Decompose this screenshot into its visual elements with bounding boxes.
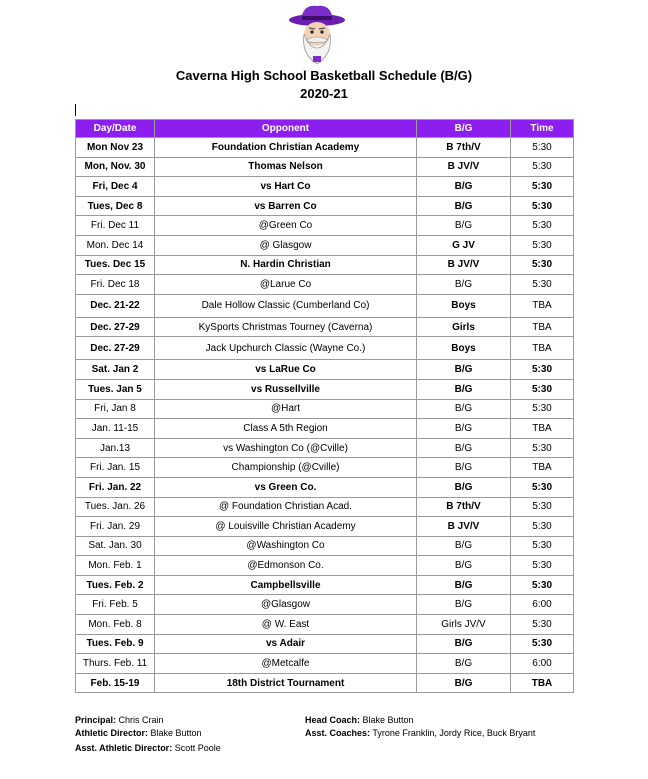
table-row [76,294,574,317]
table-row [76,379,574,399]
cell-time: TBA [511,458,574,478]
table-row [76,399,574,419]
coach-name: Blake Button [362,715,414,725]
cell-opponent: @ Louisville Christian Academy [155,517,417,537]
cell-date: Fri. Jan. 29 [76,517,155,537]
table-row [76,673,574,693]
cell-opponent: @Larue Co [155,275,417,295]
cell-opponent: vs Barren Co [155,196,417,216]
cell-bg: B/G [417,196,511,216]
table-header-row [76,120,574,138]
cell-bg: B/G [417,438,511,458]
cell-time: 5:30 [511,235,574,255]
cell-date: Fri. Jan. 15 [76,458,155,478]
cell-opponent: @Edmonson Co. [155,556,417,576]
column-header-opponent: Opponent [155,120,417,138]
cell-time: TBA [511,337,574,360]
cell-bg: B/G [417,654,511,674]
cell-bg: B JV/V [417,517,511,537]
cell-date: Mon. Dec 14 [76,235,155,255]
cell-time: TBA [511,673,574,693]
cell-time: 6:00 [511,654,574,674]
cell-opponent: vs Washington Co (@Cville) [155,438,417,458]
cell-time: 5:30 [511,438,574,458]
cell-date: Sat. Jan. 30 [76,536,155,556]
table-row [76,216,574,236]
cell-opponent: vs Adair [155,634,417,654]
table-row [76,497,574,517]
cell-bg: B JV/V [417,157,511,177]
cell-date: Jan. 11-15 [76,419,155,439]
cell-opponent: KySports Christmas Tourney (Caverna) [155,317,417,337]
table-row [76,517,574,537]
cell-date: Dec. 27-29 [76,317,155,337]
table-row [76,255,574,275]
cell-opponent: @ Glasgow [155,235,417,255]
cell-opponent: Foundation Christian Academy [155,138,417,158]
table-row [76,615,574,635]
cell-time: 5:30 [511,216,574,236]
cell-date: Thurs. Feb. 11 [76,654,155,674]
cell-time: 5:30 [511,399,574,419]
cell-bg: B/G [417,556,511,576]
cell-date: Tues. Jan. 26 [76,497,155,517]
principal-line [75,715,164,725]
cell-time: 5:30 [511,497,574,517]
cell-bg: B/G [417,673,511,693]
cell-bg: B/G [417,634,511,654]
cell-bg: B/G [417,536,511,556]
cell-opponent: vs Russellville [155,379,417,399]
table-row [76,235,574,255]
asst-coaches-line [305,728,535,738]
table-row [76,654,574,674]
cell-opponent: @Washington Co [155,536,417,556]
cell-date: Fri. Feb. 5 [76,595,155,615]
cell-bg: Boys [417,337,511,360]
column-header-bg: B/G [417,120,511,138]
cell-time: TBA [511,419,574,439]
cell-time: 5:30 [511,275,574,295]
athletic-director-line [75,728,202,738]
cell-bg: B/G [417,575,511,595]
cell-date: Fri, Dec 4 [76,177,155,197]
cell-opponent: Dale Hollow Classic (Cumberland Co) [155,294,417,317]
cell-bg: B/G [417,595,511,615]
cell-time: 5:30 [511,255,574,275]
table-row [76,556,574,576]
cell-time: 5:30 [511,196,574,216]
cell-opponent: @Hart [155,399,417,419]
cell-time: 5:30 [511,379,574,399]
cell-bg: G JV [417,235,511,255]
cell-bg: B/G [417,275,511,295]
cell-time: TBA [511,294,574,317]
season-subtitle: 2020-21 [300,86,348,101]
cell-date: Mon, Nov. 30 [76,157,155,177]
cell-time: 5:30 [511,138,574,158]
cell-time: 5:30 [511,157,574,177]
cell-opponent: vs LaRue Co [155,360,417,380]
aad-label: Asst. Athletic Director: [75,743,173,753]
table-row [76,634,574,654]
cell-time: 5:30 [511,634,574,654]
table-row [76,275,574,295]
cell-opponent: Championship (@Cville) [155,458,417,478]
table-row [76,337,574,360]
table-row [76,438,574,458]
principal-name: Chris Crain [118,715,164,725]
coach-label: Head Coach: [305,715,361,725]
cell-bg: B/G [417,419,511,439]
column-header-date: Day/Date [76,120,155,138]
cell-bg: B/G [417,379,511,399]
cell-opponent: N. Hardin Christian [155,255,417,275]
cell-bg: B/G [417,477,511,497]
cell-bg: B 7th/V [417,138,511,158]
column-header-time: Time [511,120,574,138]
cell-date: Fri, Jan 8 [76,399,155,419]
cell-time: 5:30 [511,575,574,595]
cell-time: 5:30 [511,615,574,635]
cell-date: Tues. Jan 5 [76,379,155,399]
cell-date: Tues. Feb. 9 [76,634,155,654]
text-cursor [75,104,76,116]
cell-opponent: 18th District Tournament [155,673,417,693]
cell-time: 5:30 [511,360,574,380]
cell-opponent: Thomas Nelson [155,157,417,177]
asst-coaches-names: Tyrone Franklin, Jordy Rice, Buck Bryant [372,728,536,738]
cell-date: Jan.13 [76,438,155,458]
cell-opponent: Campbellsville [155,575,417,595]
cell-date: Sat. Jan 2 [76,360,155,380]
cell-bg: B/G [417,177,511,197]
cell-date: Fri. Dec 11 [76,216,155,236]
cell-date: Fri. Jan. 22 [76,477,155,497]
aad-name: Scott Poole [174,743,221,753]
cell-date: Mon Nov 23 [76,138,155,158]
schedule-table [75,119,574,693]
cell-date: Fri. Dec 18 [76,275,155,295]
schedule-rows [76,138,574,693]
table-row [76,477,574,497]
principal-label: Principal: [75,715,117,725]
table-row [76,196,574,216]
table-row [76,458,574,478]
cell-bg: B 7th/V [417,497,511,517]
cell-opponent: @Metcalfe [155,654,417,674]
cell-bg: Girls JV/V [417,615,511,635]
cell-bg: B/G [417,216,511,236]
ad-label: Athletic Director: [75,728,149,738]
colonel-mascot-icon [287,4,347,66]
cell-bg: B/G [417,399,511,419]
cell-date: Tues. Dec 15 [76,255,155,275]
table-row [76,138,574,158]
cell-date: Tues. Feb. 2 [76,575,155,595]
table-row [76,157,574,177]
cell-date: Feb. 15-19 [76,673,155,693]
cell-date: Tues, Dec 8 [76,196,155,216]
cell-opponent: Class A 5th Region [155,419,417,439]
cell-time: 5:30 [511,177,574,197]
cell-time: 5:30 [511,556,574,576]
cell-date: Dec. 27-29 [76,337,155,360]
cell-date: Mon. Feb. 8 [76,615,155,635]
cell-bg: B/G [417,458,511,478]
cell-time: 6:00 [511,595,574,615]
asst-coaches-label: Asst. Coaches: [305,728,371,738]
cell-opponent: @Glasgow [155,595,417,615]
cell-opponent: Jack Upchurch Classic (Wayne Co.) [155,337,417,360]
cell-opponent: @ W. East [155,615,417,635]
cell-date: Dec. 21-22 [76,294,155,317]
table-row [76,177,574,197]
head-coach-line [305,715,414,725]
cell-bg: Boys [417,294,511,317]
cell-opponent: @ Foundation Christian Acad. [155,497,417,517]
table-row [76,419,574,439]
cell-opponent: vs Green Co. [155,477,417,497]
table-row [76,595,574,615]
cell-bg: B/G [417,360,511,380]
asst-athletic-director-line [75,743,221,753]
cell-time: 5:30 [511,477,574,497]
table-row [76,575,574,595]
cell-time: 5:30 [511,536,574,556]
cell-bg: B JV/V [417,255,511,275]
table-row [76,536,574,556]
cell-time: TBA [511,317,574,337]
page-title: Caverna High School Basketball Schedule (B/G) [175,68,473,83]
cell-time: 5:30 [511,517,574,537]
table-row [76,317,574,337]
ad-name: Blake Button [150,728,202,738]
cell-bg: Girls [417,317,511,337]
cell-opponent: @Green Co [155,216,417,236]
cell-opponent: vs Hart Co [155,177,417,197]
table-row [76,360,574,380]
cell-date: Mon. Feb. 1 [76,556,155,576]
